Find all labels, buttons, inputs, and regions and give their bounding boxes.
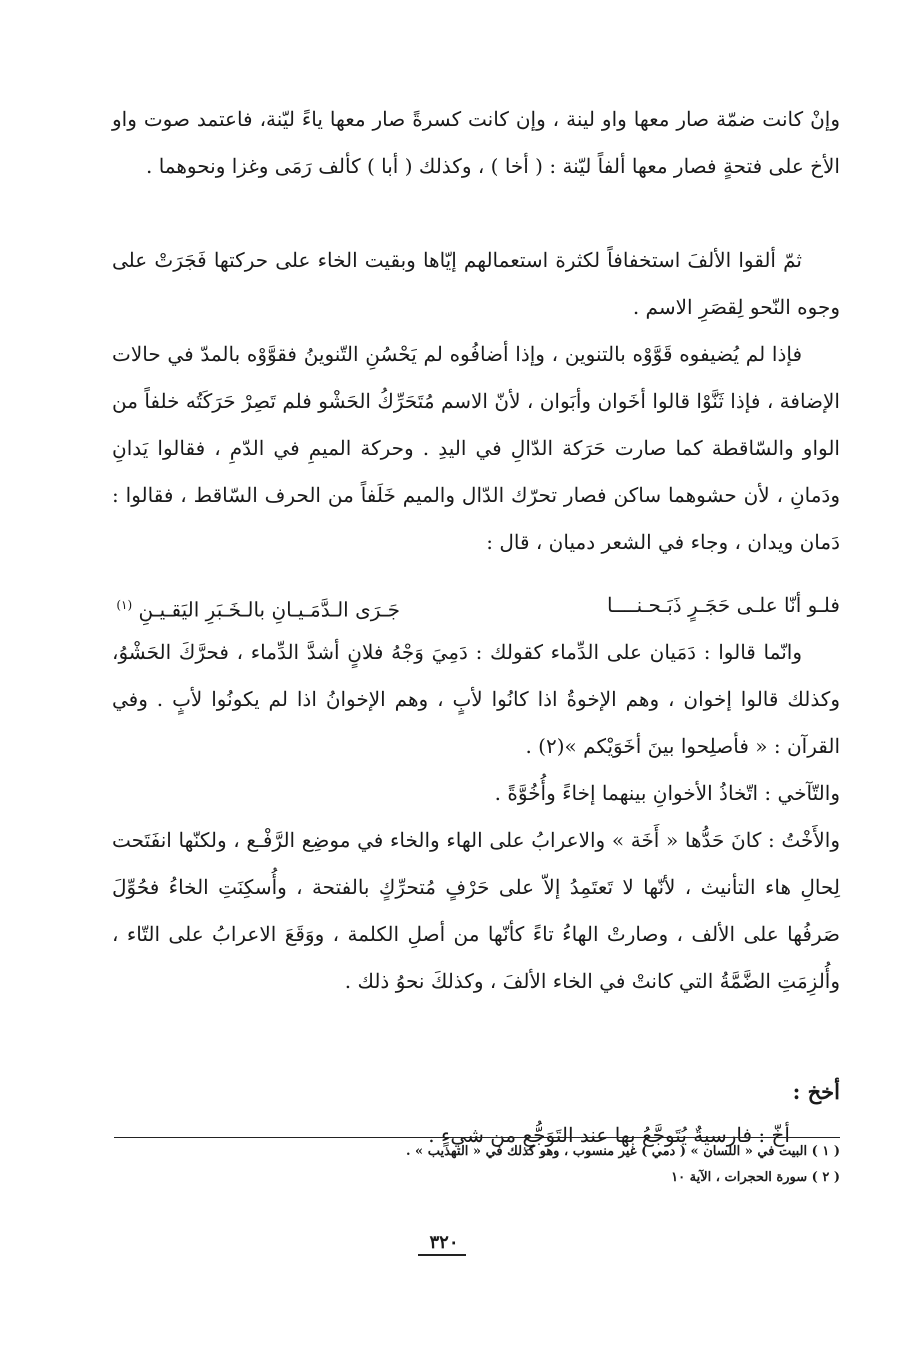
page-number: ٣٢٠ bbox=[429, 1232, 459, 1253]
entry-text: أخّ : فارسيةٌ يُتَوجَّعُ بها عند التَوَجُّعِ من شيءٍ . bbox=[428, 1123, 790, 1147]
paragraph-1: وإنْ كانت ضمّة صار معها واو لينة ، وإن كانت كسرةً صار معها ياءً ليّنة، فاعتمد صوت واو الأخ على فتحةٍ فصار معها ألفاً ليّنة : ( أخا ) ، وكذلك ( أبا ) كألف رَمَى وغزا ونحوهما . bbox=[112, 107, 840, 178]
paragraph-3: فإذا لم يُضيفوه قَوَّوْه بالتنوين ، وإذا أضافُوه لم يَحْسُنِ التّنوينُ فقوَّوْه بالمدّ في حالات الإضافة ، فإذا ثَنَّوْا قالوا أخَوان وأبَوان ، لأنّ الاسم مُتَحَرِّكُ الحَشْو فلم تَصِرْ حَرَكَتُه خلفاً من الواو والسّاقطة كما صارت حَرَكة الدّالِ في اليدِ . وحركة الميمِ في الدّمِ ، فقالوا يَدانِ ودَمانِ ، لأن حشوهما ساكن فصار تحرّك الدّال والميم خَلَفاً من الحرف السّاقط ، فقالوا : دَمان ويدان ، وجاء في الشعر دميان ، قال : bbox=[112, 342, 840, 554]
footnote-marker: (١) bbox=[116, 598, 133, 612]
paragraph-5: والتّآخي : اتّخاذُ الأخوانِ بينهما إخاءً وأُخُوَّةً . bbox=[494, 781, 840, 805]
poem-verse bbox=[112, 582, 840, 629]
footnote-divider bbox=[114, 1137, 840, 1138]
page-number-underline bbox=[418, 1254, 466, 1256]
paragraph-2: ثمّ ألقوا الألفَ استخفافاً لكثرة استعمالهم إيّاها وبقيت الخاء على حركتها فَجَرَتْ على وجوه النّحو لِقصَرِ الاسم . bbox=[112, 248, 840, 319]
footnote-1: ( ١ ) البيت في « اللسان » ( دمي ) غير منسوب ، وهو كذلك في « التهذيب » . bbox=[406, 1144, 840, 1159]
entry-heading: أخخ : bbox=[792, 1079, 840, 1104]
verse-hemistich-2-text: جَـرَى الـدَّمَـيـانِ بالـخَـبَرِ اليَقـيـنِ bbox=[138, 597, 400, 622]
footnote-2: ( ٢ ) سورة الحجرات ، الآية ١٠ bbox=[671, 1170, 840, 1185]
paragraph-6: والأَخْتُ : كانَ حَدُّها « أَخَة » والاعرابُ على الهاء والخاء في موضِع الرَّفْـع ، ولكنّها انفَتَحت لِحالِ هاء التأنيث ، لأنّها لا تَعتَمِدُ إلاّ على حَرْفٍ مُتحرِّكٍ بالفتحة ، وأُسكِنَتِ الخاءُ فحُوِّلَ صَرفُها على الألف ، وصارتْ الهاءُ تاءً كأنّها من أصلِ الكلمة ، ووَقَعَ الاعرابُ على التّاء ، وأُلزِمَتِ الضَّمَّةُ التي كانتْ في الخاء الألفَ ، وكذلكَ نحوُ ذلك . bbox=[112, 828, 840, 993]
paragraph-4: وانّما قالوا : دَمَيان على الدِّماء كقولك : دَمِيَ وَجْهُ فلانٍ أشدَّ الدِّماء ، فحرَّكَ الحَشْوُ، وكذلك قالوا إخوان ، وهم الإخوةُ اذا كانُوا لأبٍ ، وهم الإخوانُ اذا لم يكونُوا لأبٍ . وفي القرآن : « فأصلِحوا بينَ أخَوَيْكم »(٢) . bbox=[112, 640, 840, 758]
verse-hemistich-1: فلـو أنّا علـى حَجَـرٍ ذَبَـحـنــــا bbox=[607, 593, 840, 617]
verse-hemistich-2 bbox=[116, 582, 400, 634]
